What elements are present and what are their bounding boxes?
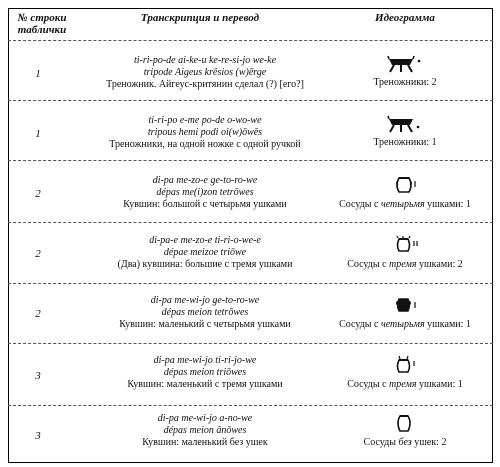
tablet-number: 3: [35, 370, 41, 382]
tablet-number: 1: [35, 128, 41, 140]
translation-line: Треножник. Айгеус-критянин сделал (?) [его?]: [106, 79, 304, 90]
tablet-number: 2: [35, 308, 41, 320]
ideogram-caption: Треножники: 2: [373, 77, 437, 88]
syllabic-line: di-pa me-wi-jo ti-ri-jo-we: [153, 355, 257, 366]
row-divider: [8, 100, 493, 101]
translation-line: Кувшин: маленький с тремя ушками: [127, 379, 283, 390]
syllabic-line: ti-ri-po e-me po-de o-wo-we: [148, 115, 262, 126]
header-divider: [8, 40, 493, 41]
syllabic-line: di-pa me-zo-e ge-to-ro-we: [152, 175, 258, 186]
syllabic-line: di-pa-e me-zo-e ti-ri-o-we-e: [149, 235, 261, 246]
ideogram-caption: Сосуды с четырьмя ушками: 1: [339, 319, 471, 330]
tablet-number: 3: [35, 430, 41, 442]
ideogram-cell: [320, 115, 490, 149]
transcription-block: [90, 175, 320, 211]
ideogram-caption: Сосуды с тремя ушками: 1: [347, 379, 463, 390]
transcription-block: [90, 413, 320, 449]
transcription-block: [90, 295, 320, 331]
ideogram-caption: Треножники: 1: [373, 137, 437, 148]
vessel-icon: [387, 235, 423, 255]
vessel-icon: [387, 295, 423, 315]
row-divider: [8, 160, 493, 161]
ideogram-cell: [320, 355, 490, 391]
tripod-icon: [387, 115, 423, 133]
translation-line: Кувшин: маленький с четырьмя ушками: [119, 319, 291, 330]
vessel-icon: [387, 175, 423, 195]
vessel-icon: [387, 355, 423, 375]
ideogram-caption: Сосуды с тремя ушками: 2: [347, 259, 463, 270]
greek-line: dépas me(i)zon tetrōwes: [156, 187, 254, 198]
row-divider: [8, 283, 493, 284]
tablet-number: 2: [35, 188, 41, 200]
ideogram-cell: [320, 55, 490, 89]
row-divider: [8, 222, 493, 223]
greek-line: dépas meion ānōwes: [163, 425, 247, 436]
syllabic-line: di-pa me-wi-jo ge-to-ro-we: [150, 295, 260, 306]
greek-line: dépas meion tetrōwes: [161, 307, 249, 318]
ideogram-cell: [320, 175, 490, 211]
greek-line: tripous hemi podi oi(w)ōwēs: [147, 127, 263, 138]
header-transcription: Транскрипция и перевод: [140, 12, 260, 24]
ideogram-cell: [320, 235, 490, 271]
vessel-icon: [387, 413, 423, 433]
tablet-number: 2: [35, 248, 41, 260]
greek-line: dépas meion triōwes: [163, 367, 247, 378]
tablet-number: 1: [35, 68, 41, 80]
header-num: № строки таблички: [17, 12, 67, 36]
greek-line: tripode Aigeus krēsios (w)ērge: [143, 67, 267, 78]
row-divider: [8, 405, 493, 406]
header-ideogram: Идеограмма: [375, 12, 435, 24]
ideogram-cell: [320, 295, 490, 331]
ideogram-cell: [320, 413, 490, 449]
transcription-block: [90, 355, 320, 391]
ideogram-caption: Сосуды с четырьмя ушками: 1: [339, 199, 471, 210]
translation-line: Кувшин: большой с четырьмя ушками: [123, 199, 287, 210]
translation-line: Треножники, на одной ножке с одной ручкой: [109, 139, 301, 150]
translation-line: Кувшин: маленький без ушек: [142, 437, 268, 448]
syllabic-line: di-pa me-wi-jo a-no-we: [157, 413, 253, 424]
transcription-block: [90, 115, 320, 151]
transcription-block: [90, 235, 320, 271]
row-divider: [8, 343, 493, 344]
transcription-block: [90, 55, 320, 91]
ideogram-caption: Сосуды без ушек: 2: [363, 437, 447, 448]
tripod-icon: [387, 55, 423, 73]
syllabic-line: ti-ri-po-de ai-ke-u ke-re-si-jo we-ke: [133, 55, 277, 66]
greek-line: dépae meizoe triōwe: [163, 247, 247, 258]
translation-line: (Два) кувшина: большие с тремя ушками: [117, 259, 293, 270]
